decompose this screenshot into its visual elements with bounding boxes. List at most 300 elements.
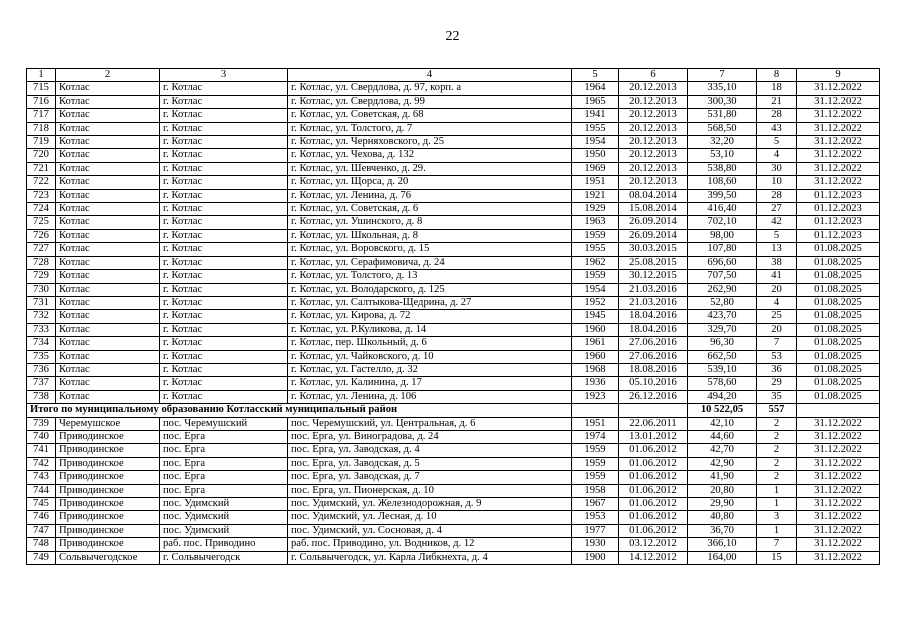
settlement-cell: г. Котлас [160, 283, 288, 296]
row-number-cell: 747 [27, 524, 56, 537]
municipality-cell: Котлас [56, 323, 160, 336]
area-cell: 696,60 [688, 256, 757, 269]
area-cell: 20,80 [688, 484, 757, 497]
address-cell: г. Котлас, ул. Шевченко, д. 29. [288, 162, 572, 175]
relocation-deadline-cell: 01.08.2025 [797, 296, 880, 309]
relocation-deadline-cell: 31.12.2022 [797, 122, 880, 135]
year-built-cell: 1951 [572, 176, 619, 189]
settlement-cell: г. Котлас [160, 363, 288, 376]
row-number-cell: 746 [27, 511, 56, 524]
recognition-date-cell: 01.06.2012 [619, 498, 688, 511]
subtotal-label: Итого по муниципальному образованию Котласский муниципальный район [27, 404, 572, 417]
address-cell: пос. Ерга, ул. Виноградова, д. 24 [288, 430, 572, 443]
municipality-cell: Котлас [56, 377, 160, 390]
column-number-cell: 8 [757, 69, 797, 82]
table-row [27, 109, 880, 122]
municipality-cell: Котлас [56, 95, 160, 108]
relocation-deadline-cell: 31.12.2022 [797, 109, 880, 122]
table-row [27, 95, 880, 108]
row-number-cell: 737 [27, 377, 56, 390]
address-cell: г. Котлас, ул. Ленина, д. 76 [288, 189, 572, 202]
row-number-cell: 743 [27, 471, 56, 484]
year-built-cell: 1960 [572, 323, 619, 336]
table-row [27, 511, 880, 524]
relocation-deadline-cell: 01.08.2025 [797, 283, 880, 296]
table-row [27, 417, 880, 430]
empty-cell [572, 404, 619, 417]
row-number-cell: 717 [27, 109, 56, 122]
address-cell: пос. Удимский, ул. Железнодорожная, д. 9 [288, 498, 572, 511]
year-built-cell: 1951 [572, 417, 619, 430]
table-row [27, 149, 880, 162]
row-number-cell: 728 [27, 256, 56, 269]
settlement-cell: г. Котлас [160, 109, 288, 122]
year-built-cell: 1959 [572, 457, 619, 470]
residents-cell: 30 [757, 162, 797, 175]
area-cell: 36,70 [688, 524, 757, 537]
recognition-date-cell: 27.06.2016 [619, 337, 688, 350]
area-cell: 40,80 [688, 511, 757, 524]
address-cell: г. Котлас, ул. Школьная, д. 8 [288, 229, 572, 242]
settlement-cell: пос. Удимский [160, 511, 288, 524]
residents-cell: 5 [757, 229, 797, 242]
table-row [27, 551, 880, 564]
address-cell: пос. Ерга, ул. Заводская, д. 5 [288, 457, 572, 470]
municipality-cell: Приводинское [56, 457, 160, 470]
year-built-cell: 1900 [572, 551, 619, 564]
relocation-deadline-cell: 01.12.2023 [797, 203, 880, 216]
settlement-cell: г. Котлас [160, 270, 288, 283]
residents-cell: 18 [757, 82, 797, 95]
recognition-date-cell: 20.12.2013 [619, 82, 688, 95]
residents-cell: 28 [757, 109, 797, 122]
settlement-cell: г. Котлас [160, 377, 288, 390]
row-number-cell: 721 [27, 162, 56, 175]
recognition-date-cell: 18.04.2016 [619, 310, 688, 323]
relocation-deadline-cell: 01.08.2025 [797, 323, 880, 336]
settlement-cell: пос. Удимский [160, 498, 288, 511]
settlement-cell: г. Котлас [160, 350, 288, 363]
subtotal-row [27, 404, 880, 417]
relocation-deadline-cell: 31.12.2022 [797, 444, 880, 457]
area-cell: 53,10 [688, 149, 757, 162]
settlement-cell: г. Котлас [160, 122, 288, 135]
settlement-cell: г. Котлас [160, 337, 288, 350]
municipality-cell: Приводинское [56, 484, 160, 497]
address-cell: г. Котлас, ул. Кирова, д. 72 [288, 310, 572, 323]
year-built-cell: 1930 [572, 538, 619, 551]
municipality-cell: Котлас [56, 82, 160, 95]
address-cell: пос. Ерга, ул. Пионерская, д. 10 [288, 484, 572, 497]
year-built-cell: 1941 [572, 109, 619, 122]
area-cell: 108,60 [688, 176, 757, 189]
table-row [27, 256, 880, 269]
address-cell: пос. Ерга, ул. Заводская, д. 7 [288, 471, 572, 484]
address-cell: г. Котлас, ул. Чайковского, д. 10 [288, 350, 572, 363]
relocation-deadline-cell: 31.12.2022 [797, 538, 880, 551]
address-cell: г. Котлас, ул. Ушинского, д. 8 [288, 216, 572, 229]
relocation-deadline-cell: 01.08.2025 [797, 270, 880, 283]
address-cell: г. Сольвычегодск, ул. Карла Либкнехта, д. 4 [288, 551, 572, 564]
area-cell: 702,10 [688, 216, 757, 229]
relocation-deadline-cell: 31.12.2022 [797, 511, 880, 524]
area-cell: 366,10 [688, 538, 757, 551]
residents-cell: 27 [757, 203, 797, 216]
settlement-cell: г. Котлас [160, 323, 288, 336]
area-cell: 335,10 [688, 82, 757, 95]
residents-cell: 15 [757, 551, 797, 564]
row-number-cell: 734 [27, 337, 56, 350]
relocation-deadline-cell: 01.08.2025 [797, 350, 880, 363]
settlement-cell: пос. Ерга [160, 484, 288, 497]
residents-cell: 21 [757, 95, 797, 108]
table-row [27, 538, 880, 551]
row-number-cell: 739 [27, 417, 56, 430]
relocation-deadline-cell: 31.12.2022 [797, 457, 880, 470]
column-number-cell: 9 [797, 69, 880, 82]
municipality-cell: Приводинское [56, 511, 160, 524]
settlement-cell: г. Котлас [160, 310, 288, 323]
address-cell: г. Котлас, ул. Советская, д. 68 [288, 109, 572, 122]
relocation-deadline-cell: 01.08.2025 [797, 310, 880, 323]
recognition-date-cell: 01.06.2012 [619, 511, 688, 524]
settlement-cell: пос. Черемушский [160, 417, 288, 430]
residents-cell: 2 [757, 417, 797, 430]
area-cell: 329,70 [688, 323, 757, 336]
recognition-date-cell: 30.12.2015 [619, 270, 688, 283]
relocation-deadline-cell: 31.12.2022 [797, 82, 880, 95]
municipality-cell: Котлас [56, 270, 160, 283]
area-cell: 41,90 [688, 471, 757, 484]
recognition-date-cell: 01.06.2012 [619, 444, 688, 457]
year-built-cell: 1968 [572, 363, 619, 376]
municipality-cell: Котлас [56, 109, 160, 122]
municipality-cell: Котлас [56, 337, 160, 350]
subtotal-area: 10 522,05 [688, 404, 757, 417]
relocation-deadline-cell: 31.12.2022 [797, 162, 880, 175]
municipality-cell: Котлас [56, 203, 160, 216]
relocation-deadline-cell: 31.12.2022 [797, 430, 880, 443]
year-built-cell: 1929 [572, 203, 619, 216]
settlement-cell: пос. Удимский [160, 524, 288, 537]
subtotal-residents: 557 [757, 404, 797, 417]
address-cell: г. Котлас, ул. Воровского, д. 15 [288, 243, 572, 256]
area-cell: 96,30 [688, 337, 757, 350]
settlement-cell: г. Сольвычегодск [160, 551, 288, 564]
address-cell: пос. Удимский, ул. Лесная, д. 10 [288, 511, 572, 524]
residents-cell: 2 [757, 430, 797, 443]
year-built-cell: 1959 [572, 270, 619, 283]
recognition-date-cell: 18.08.2016 [619, 363, 688, 376]
area-cell: 539,10 [688, 363, 757, 376]
year-built-cell: 1977 [572, 524, 619, 537]
municipality-cell: Приводинское [56, 444, 160, 457]
recognition-date-cell: 13.01.2012 [619, 430, 688, 443]
area-cell: 707,50 [688, 270, 757, 283]
row-number-cell: 733 [27, 323, 56, 336]
residents-cell: 43 [757, 122, 797, 135]
year-built-cell: 1962 [572, 256, 619, 269]
settlement-cell: г. Котлас [160, 296, 288, 309]
relocation-deadline-cell: 01.12.2023 [797, 189, 880, 202]
address-cell: пос. Ерга, ул. Заводская, д. 4 [288, 444, 572, 457]
table-row [27, 471, 880, 484]
row-number-cell: 738 [27, 390, 56, 403]
row-number-cell: 724 [27, 203, 56, 216]
year-built-cell: 1959 [572, 471, 619, 484]
municipality-cell: Котлас [56, 162, 160, 175]
recognition-date-cell: 30.03.2015 [619, 243, 688, 256]
recognition-date-cell: 20.12.2013 [619, 109, 688, 122]
municipality-cell: Котлас [56, 310, 160, 323]
area-cell: 44,60 [688, 430, 757, 443]
recognition-date-cell: 27.06.2016 [619, 350, 688, 363]
settlement-cell: г. Котлас [160, 216, 288, 229]
table-row [27, 122, 880, 135]
settlement-cell: пос. Ерга [160, 444, 288, 457]
recognition-date-cell: 20.12.2013 [619, 95, 688, 108]
residents-cell: 1 [757, 484, 797, 497]
residents-cell: 53 [757, 350, 797, 363]
year-built-cell: 1952 [572, 296, 619, 309]
settlement-cell: г. Котлас [160, 229, 288, 242]
area-cell: 42,70 [688, 444, 757, 457]
address-cell: г. Котлас, ул. Толстого, д. 13 [288, 270, 572, 283]
row-number-cell: 741 [27, 444, 56, 457]
area-cell: 300,30 [688, 95, 757, 108]
area-cell: 423,70 [688, 310, 757, 323]
area-cell: 98,00 [688, 229, 757, 242]
recognition-date-cell: 01.06.2012 [619, 524, 688, 537]
relocation-deadline-cell: 01.12.2023 [797, 229, 880, 242]
area-cell: 42,90 [688, 457, 757, 470]
settlement-cell: г. Котлас [160, 390, 288, 403]
year-built-cell: 1954 [572, 283, 619, 296]
municipality-cell: Приводинское [56, 498, 160, 511]
municipality-cell: Котлас [56, 149, 160, 162]
table-row [27, 82, 880, 95]
year-built-cell: 1953 [572, 511, 619, 524]
row-number-cell: 729 [27, 270, 56, 283]
area-cell: 164,00 [688, 551, 757, 564]
municipality-cell: Приводинское [56, 430, 160, 443]
area-cell: 578,60 [688, 377, 757, 390]
table-row [27, 363, 880, 376]
address-cell: г. Котлас, ул. Калинина, д. 17 [288, 377, 572, 390]
residents-cell: 25 [757, 310, 797, 323]
area-cell: 32,20 [688, 136, 757, 149]
year-built-cell: 1945 [572, 310, 619, 323]
area-cell: 538,80 [688, 162, 757, 175]
year-built-cell: 1954 [572, 136, 619, 149]
municipality-cell: Котлас [56, 216, 160, 229]
residents-cell: 35 [757, 390, 797, 403]
page-number: 22 [445, 29, 460, 44]
table-row [27, 229, 880, 242]
settlement-cell: г. Котлас [160, 189, 288, 202]
row-number-cell: 740 [27, 430, 56, 443]
residents-cell: 3 [757, 511, 797, 524]
year-built-cell: 1967 [572, 498, 619, 511]
year-built-cell: 1950 [572, 149, 619, 162]
residents-cell: 42 [757, 216, 797, 229]
municipality-cell: Котлас [56, 136, 160, 149]
residents-cell: 36 [757, 363, 797, 376]
municipality-cell: Котлас [56, 363, 160, 376]
recognition-date-cell: 03.12.2012 [619, 538, 688, 551]
residents-cell: 41 [757, 270, 797, 283]
row-number-cell: 745 [27, 498, 56, 511]
year-built-cell: 1959 [572, 229, 619, 242]
settlement-cell: г. Котлас [160, 256, 288, 269]
residents-cell: 20 [757, 323, 797, 336]
year-built-cell: 1936 [572, 377, 619, 390]
year-built-cell: 1974 [572, 430, 619, 443]
residents-cell: 2 [757, 471, 797, 484]
table-row [27, 283, 880, 296]
year-built-cell: 1958 [572, 484, 619, 497]
residents-cell: 10 [757, 176, 797, 189]
area-cell: 107,80 [688, 243, 757, 256]
table-row [27, 216, 880, 229]
residents-cell: 7 [757, 337, 797, 350]
relocation-deadline-cell: 31.12.2022 [797, 551, 880, 564]
municipality-cell: Котлас [56, 296, 160, 309]
address-cell: г. Котлас, ул. Советская, д. 6 [288, 203, 572, 216]
table-row [27, 390, 880, 403]
municipality-cell: Черемушское [56, 417, 160, 430]
table-row [27, 310, 880, 323]
relocation-deadline-cell: 31.12.2022 [797, 471, 880, 484]
settlement-cell: г. Котлас [160, 149, 288, 162]
table-row [27, 189, 880, 202]
row-number-cell: 744 [27, 484, 56, 497]
municipality-cell: Котлас [56, 176, 160, 189]
settlement-cell: г. Котлас [160, 95, 288, 108]
residents-cell: 2 [757, 444, 797, 457]
municipality-cell: Котлас [56, 350, 160, 363]
relocation-deadline-cell: 01.08.2025 [797, 243, 880, 256]
address-cell: г. Котлас, ул. Салтыкова-Щедрина, д. 27 [288, 296, 572, 309]
address-cell: г. Котлас, ул. Щорса, д. 20 [288, 176, 572, 189]
settlement-cell: г. Котлас [160, 136, 288, 149]
table-row [27, 498, 880, 511]
year-built-cell: 1963 [572, 216, 619, 229]
year-built-cell: 1921 [572, 189, 619, 202]
municipality-cell: Сольвычегодское [56, 551, 160, 564]
row-number-cell: 716 [27, 95, 56, 108]
settlement-cell: г. Котлас [160, 162, 288, 175]
relocation-deadline-cell: 01.08.2025 [797, 377, 880, 390]
row-number-cell: 715 [27, 82, 56, 95]
recognition-date-cell: 21.03.2016 [619, 283, 688, 296]
table-row [27, 350, 880, 363]
recognition-date-cell: 20.12.2013 [619, 162, 688, 175]
recognition-date-cell: 26.12.2016 [619, 390, 688, 403]
address-cell: пос. Черемушский, ул. Центральная, д. 6 [288, 417, 572, 430]
residents-cell: 7 [757, 538, 797, 551]
recognition-date-cell: 26.09.2014 [619, 216, 688, 229]
municipality-cell: Котлас [56, 229, 160, 242]
residents-cell: 5 [757, 136, 797, 149]
year-built-cell: 1955 [572, 122, 619, 135]
municipality-cell: Котлас [56, 189, 160, 202]
recognition-date-cell: 20.12.2013 [619, 176, 688, 189]
relocation-deadline-cell: 31.12.2022 [797, 176, 880, 189]
recognition-date-cell: 05.10.2016 [619, 377, 688, 390]
row-number-cell: 722 [27, 176, 56, 189]
relocation-deadline-cell: 31.12.2022 [797, 95, 880, 108]
column-number-cell: 3 [160, 69, 288, 82]
address-cell: г. Котлас, ул. Свердлова, д. 99 [288, 95, 572, 108]
year-built-cell: 1960 [572, 350, 619, 363]
relocation-deadline-cell: 31.12.2022 [797, 136, 880, 149]
settlement-cell: г. Котлас [160, 243, 288, 256]
table-row [27, 430, 880, 443]
column-number-cell: 1 [27, 69, 56, 82]
column-number-cell: 6 [619, 69, 688, 82]
residents-cell: 20 [757, 283, 797, 296]
column-number-row [27, 69, 880, 82]
year-built-cell: 1959 [572, 444, 619, 457]
area-cell: 262,90 [688, 283, 757, 296]
column-number-cell: 4 [288, 69, 572, 82]
residents-cell: 13 [757, 243, 797, 256]
table-row [27, 457, 880, 470]
year-built-cell: 1969 [572, 162, 619, 175]
address-cell: г. Котлас, ул. Володарского, д. 125 [288, 283, 572, 296]
address-cell: г. Котлас, ул. Ленина, д. 106 [288, 390, 572, 403]
relocation-deadline-cell: 01.08.2025 [797, 390, 880, 403]
table-row [27, 243, 880, 256]
table-row [27, 444, 880, 457]
area-cell: 52,80 [688, 296, 757, 309]
residents-cell: 28 [757, 189, 797, 202]
recognition-date-cell: 01.06.2012 [619, 484, 688, 497]
area-cell: 399,50 [688, 189, 757, 202]
recognition-date-cell: 20.12.2013 [619, 122, 688, 135]
relocation-deadline-cell: 01.08.2025 [797, 363, 880, 376]
relocation-deadline-cell: 31.12.2022 [797, 484, 880, 497]
relocation-deadline-cell: 31.12.2022 [797, 417, 880, 430]
recognition-date-cell: 15.08.2014 [619, 203, 688, 216]
address-cell: г. Котлас, ул. Толстого, д. 7 [288, 122, 572, 135]
relocation-deadline-cell: 01.12.2023 [797, 216, 880, 229]
residents-cell: 4 [757, 149, 797, 162]
table-row [27, 337, 880, 350]
row-number-cell: 727 [27, 243, 56, 256]
table-row [27, 484, 880, 497]
row-number-cell: 730 [27, 283, 56, 296]
year-built-cell: 1955 [572, 243, 619, 256]
residents-cell: 4 [757, 296, 797, 309]
column-number-cell: 7 [688, 69, 757, 82]
residents-cell: 1 [757, 524, 797, 537]
recognition-date-cell: 26.09.2014 [619, 229, 688, 242]
recognition-date-cell: 20.12.2013 [619, 136, 688, 149]
year-built-cell: 1923 [572, 390, 619, 403]
table-row [27, 524, 880, 537]
table-row [27, 162, 880, 175]
relocation-deadline-cell: 31.12.2022 [797, 524, 880, 537]
row-number-cell: 731 [27, 296, 56, 309]
residents-cell: 29 [757, 377, 797, 390]
empty-cell [619, 404, 688, 417]
row-number-cell: 742 [27, 457, 56, 470]
recognition-date-cell: 01.06.2012 [619, 457, 688, 470]
area-cell: 29,90 [688, 498, 757, 511]
row-number-cell: 726 [27, 229, 56, 242]
